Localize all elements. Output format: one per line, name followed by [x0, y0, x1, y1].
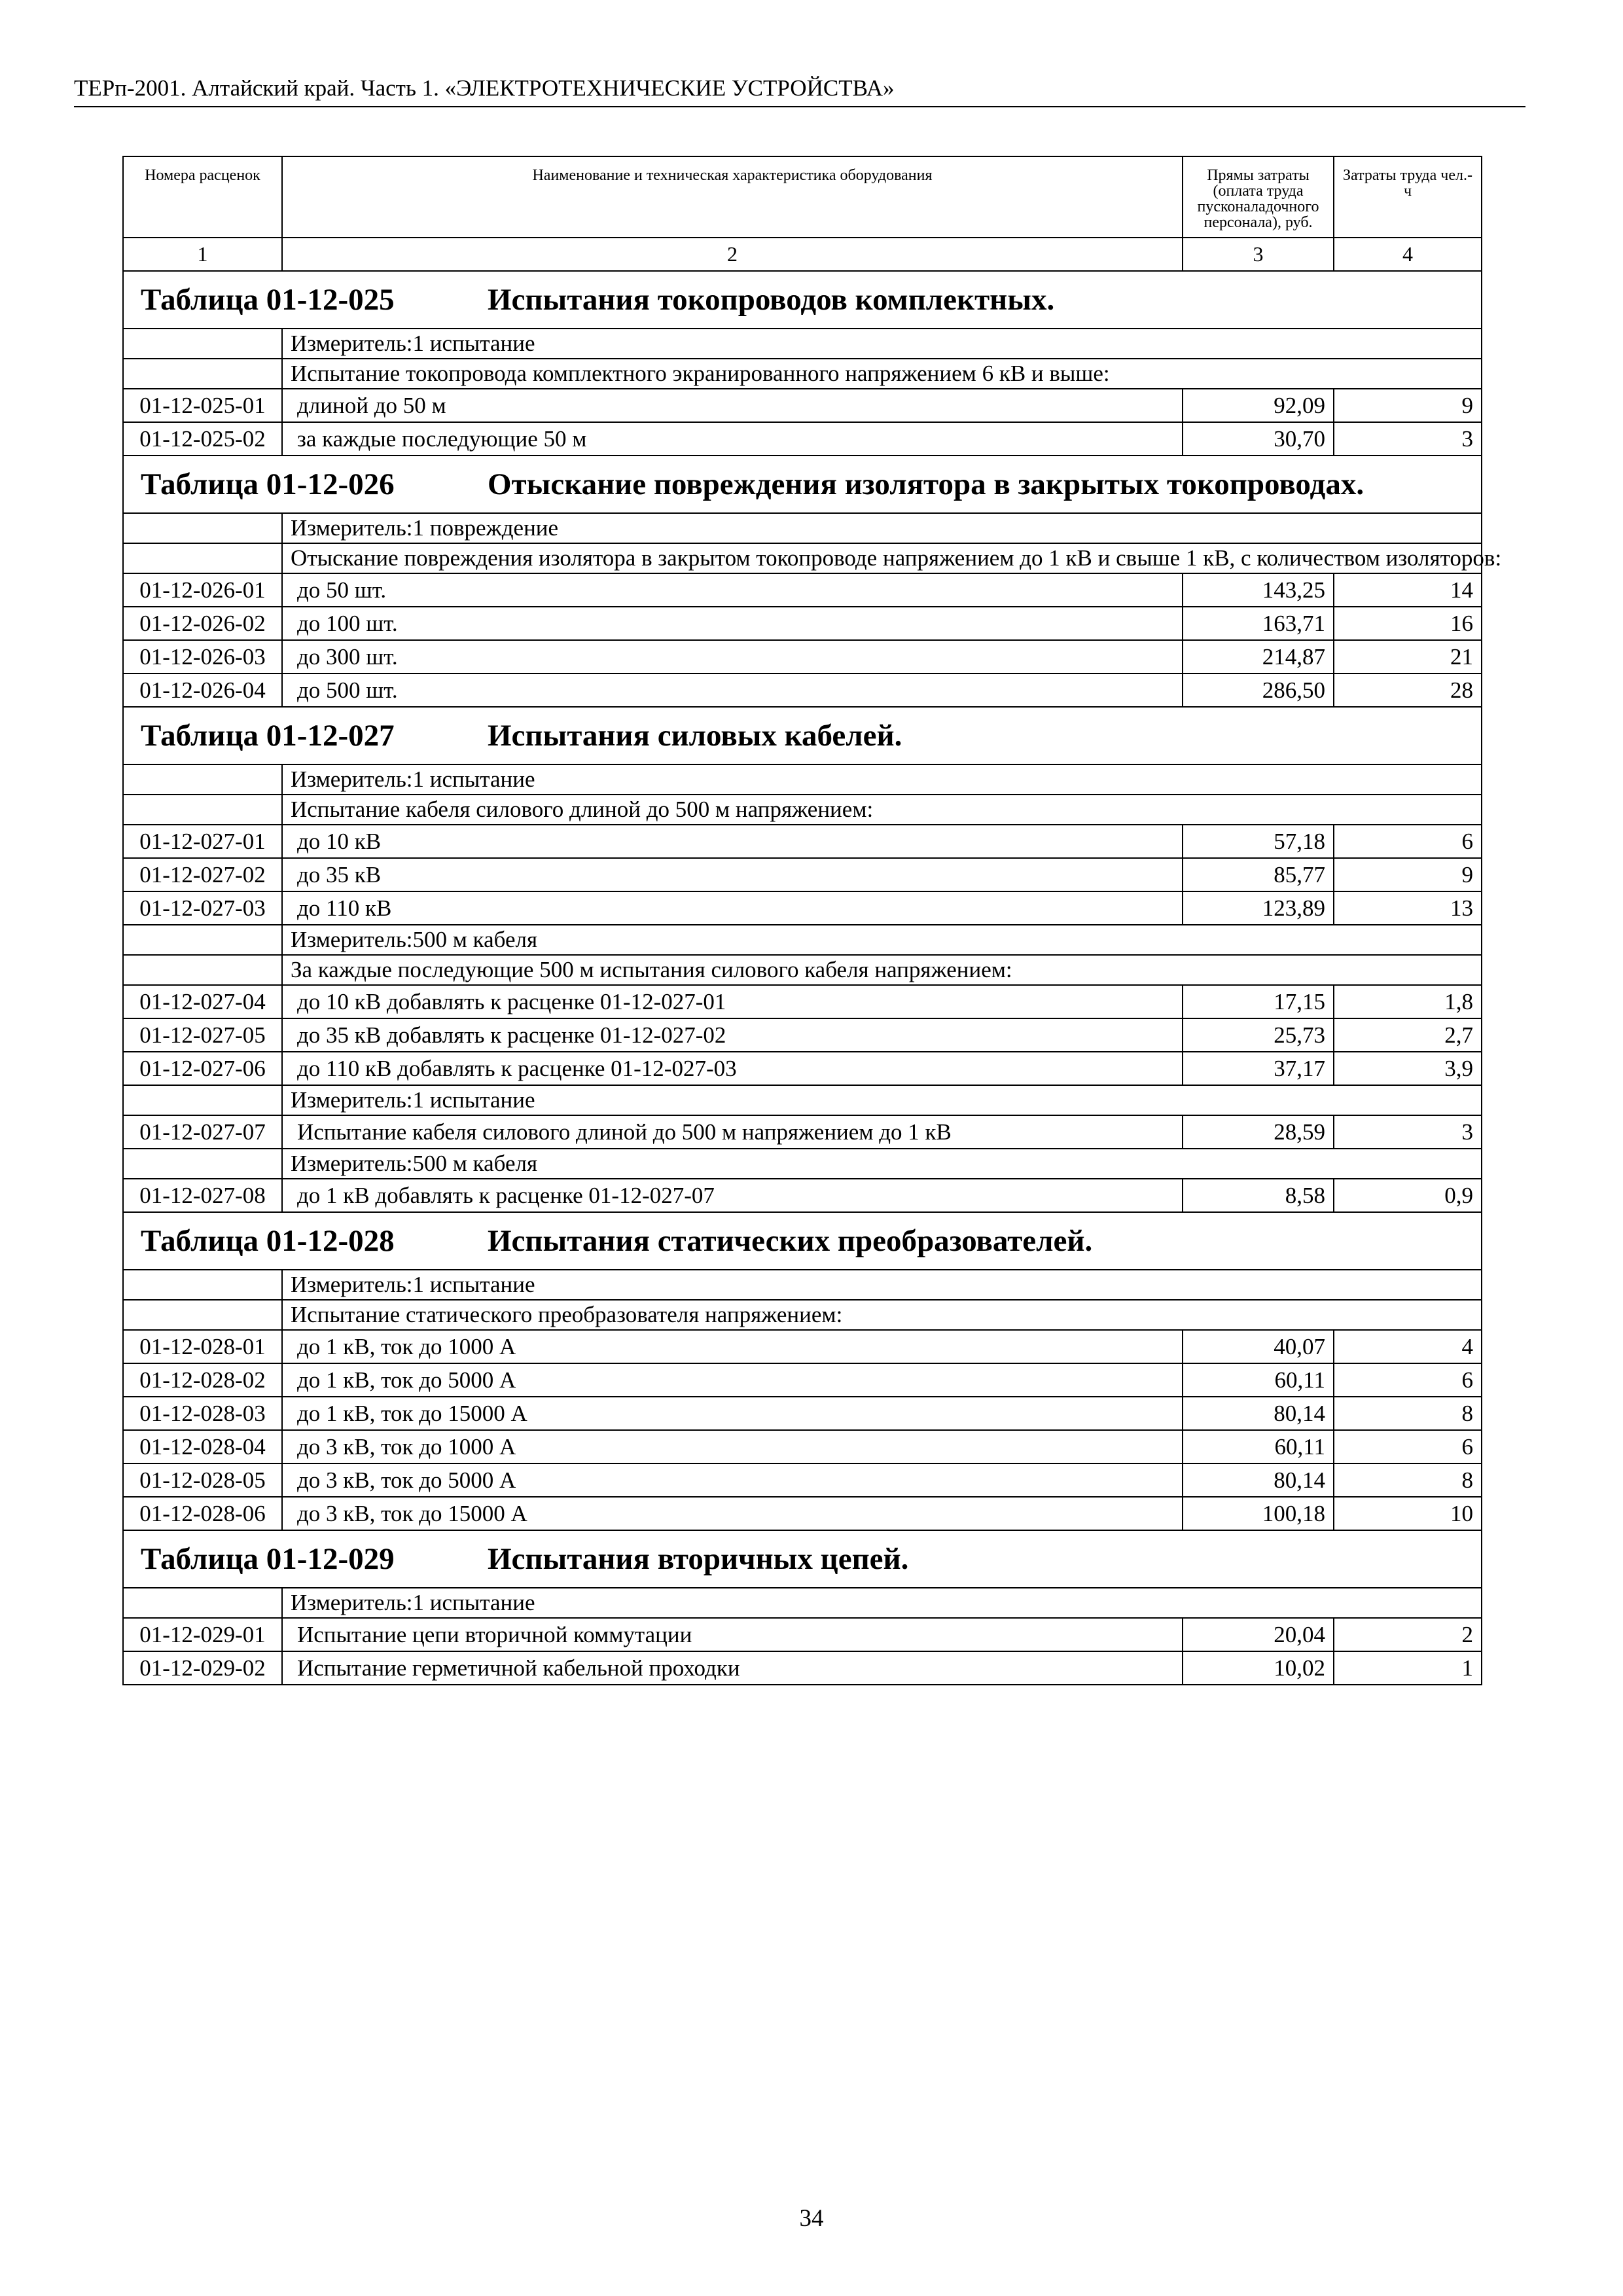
rate-code: 01-12-026-03 [123, 640, 282, 673]
measure-unit-row [123, 513, 1482, 543]
direct-cost: 92,09 [1183, 389, 1334, 422]
header-rule [74, 106, 1525, 107]
table-name: Испытания силовых кабелей. [488, 719, 902, 753]
direct-cost: 214,87 [1183, 640, 1334, 673]
blank-code-cell [123, 1085, 282, 1115]
table-row [123, 858, 1482, 891]
item-name: Испытание кабеля силового длиной до 500 м напряжением до 1 кВ [282, 1115, 1183, 1149]
subheading-row [123, 955, 1482, 985]
measure-unit-row [123, 764, 1482, 795]
item-name: до 3 кВ, ток до 1000 А [282, 1430, 1183, 1463]
rate-code: 01-12-028-01 [123, 1330, 282, 1363]
labor-cost: 1,8 [1334, 985, 1482, 1018]
item-name: до 50 шт. [282, 573, 1183, 607]
col-number-3: 3 [1183, 238, 1334, 271]
item-name: до 10 кВ добавлять к расценке 01-12-027-01 [282, 985, 1183, 1018]
rate-code: 01-12-028-04 [123, 1430, 282, 1463]
table-title-row [123, 271, 1482, 329]
table-title [123, 707, 1482, 764]
labor-cost: 8 [1334, 1463, 1482, 1497]
subheading-row [123, 795, 1482, 825]
blank-code-cell [123, 925, 282, 955]
item-name: до 1 кВ, ток до 5000 А [282, 1363, 1183, 1397]
table-title [123, 456, 1482, 513]
labor-cost: 9 [1334, 389, 1482, 422]
rate-code: 01-12-029-02 [123, 1651, 282, 1685]
table-number: Таблица 01-12-027 [141, 719, 395, 753]
measure-unit-row [123, 925, 1482, 955]
blank-code-cell [123, 1149, 282, 1179]
col-number-2: 2 [282, 238, 1183, 271]
table-row [123, 573, 1482, 607]
subheading: Испытание токопровода комплектного экранированного напряжением 6 кВ и выше: [282, 359, 1482, 389]
labor-cost: 3 [1334, 1115, 1482, 1149]
table-row [123, 1052, 1482, 1085]
table-title-row [123, 1212, 1482, 1270]
labor-cost: 10 [1334, 1497, 1482, 1530]
rate-code: 01-12-026-01 [123, 573, 282, 607]
table-name: Отыскание повреждения изолятора в закрытых токопроводах. [488, 467, 1364, 501]
measure-unit: Измеритель:1 испытание [282, 764, 1482, 795]
direct-cost: 143,25 [1183, 573, 1334, 607]
direct-cost: 40,07 [1183, 1330, 1334, 1363]
direct-cost: 286,50 [1183, 673, 1334, 707]
price-table [122, 156, 1502, 1685]
labor-cost: 14 [1334, 573, 1482, 607]
col-header-codes: Номера расценок [123, 156, 282, 238]
item-name: до 500 шт. [282, 673, 1183, 707]
direct-cost: 28,59 [1183, 1115, 1334, 1149]
table-row [123, 1330, 1482, 1363]
item-name: Испытание герметичной кабельной проходки [282, 1651, 1183, 1685]
blank-code-cell [123, 795, 282, 825]
blank-code-cell [123, 543, 282, 573]
col-header-name: Наименование и техническая характеристика оборудования [282, 156, 1183, 238]
table-row [123, 673, 1482, 707]
measure-unit: Измеритель:1 испытание [282, 1270, 1482, 1300]
item-name: до 35 кВ [282, 858, 1183, 891]
table-number: Таблица 01-12-028 [141, 1224, 395, 1258]
table-row [123, 891, 1482, 925]
labor-cost: 6 [1334, 1430, 1482, 1463]
table-number: Таблица 01-12-025 [141, 283, 395, 317]
item-name: Испытание цепи вторичной коммутации [282, 1618, 1183, 1651]
rate-code: 01-12-027-08 [123, 1179, 282, 1212]
item-name: до 300 шт. [282, 640, 1183, 673]
item-name: до 1 кВ добавлять к расценке 01-12-027-07 [282, 1179, 1183, 1212]
col-number-1: 1 [123, 238, 282, 271]
subheading: Испытание кабеля силового длиной до 500 м напряжением: [282, 795, 1482, 825]
table-name: Испытания статических преобразователей. [488, 1224, 1093, 1258]
labor-cost: 6 [1334, 825, 1482, 858]
direct-cost: 85,77 [1183, 858, 1334, 891]
subheading: Отыскание повреждения изолятора в закрытом токопроводе напряжением до 1 кВ и свыше 1 кВ, с количеством изоляторов: [282, 543, 1482, 573]
item-name: до 3 кВ, ток до 15000 А [282, 1497, 1183, 1530]
col-header-direct-costs: Прямы затраты (оплата труда пусконаладочного персонала), руб. [1183, 156, 1334, 238]
direct-cost: 80,14 [1183, 1397, 1334, 1430]
blank-code-cell [123, 1300, 282, 1330]
page-number: 34 [799, 2205, 824, 2232]
direct-cost: 30,70 [1183, 422, 1334, 456]
table-row [123, 422, 1482, 456]
table-number: Таблица 01-12-029 [141, 1542, 395, 1576]
subheading-row [123, 1300, 1482, 1330]
blank-code-cell [123, 1588, 282, 1618]
labor-cost: 2 [1334, 1618, 1482, 1651]
labor-cost: 16 [1334, 607, 1482, 640]
rate-code: 01-12-028-02 [123, 1363, 282, 1397]
table-row [123, 1651, 1482, 1685]
rate-code: 01-12-027-03 [123, 891, 282, 925]
labor-cost: 21 [1334, 640, 1482, 673]
measure-unit-row [123, 1149, 1482, 1179]
measure-unit-row [123, 1588, 1482, 1618]
item-name: до 1 кВ, ток до 15000 А [282, 1397, 1183, 1430]
rate-code: 01-12-027-05 [123, 1018, 282, 1052]
subheading-row [123, 359, 1482, 389]
table-title-row [123, 456, 1482, 513]
table-row [123, 985, 1482, 1018]
table-title-row [123, 707, 1482, 764]
table-row [123, 1497, 1482, 1530]
table-row [123, 1115, 1482, 1149]
measure-unit-row [123, 1270, 1482, 1300]
item-name: до 10 кВ [282, 825, 1183, 858]
direct-cost: 57,18 [1183, 825, 1334, 858]
direct-cost: 80,14 [1183, 1463, 1334, 1497]
table-title-row [123, 1530, 1482, 1588]
table-name: Испытания токопроводов комплектных. [488, 283, 1055, 317]
blank-code-cell [123, 329, 282, 359]
rate-code: 01-12-026-02 [123, 607, 282, 640]
labor-cost: 1 [1334, 1651, 1482, 1685]
labor-cost: 6 [1334, 1363, 1482, 1397]
direct-cost: 10,02 [1183, 1651, 1334, 1685]
direct-cost: 60,11 [1183, 1363, 1334, 1397]
table-row [123, 1618, 1482, 1651]
rate-code: 01-12-027-01 [123, 825, 282, 858]
table-name: Испытания вторичных цепей. [488, 1542, 909, 1576]
direct-cost: 25,73 [1183, 1018, 1334, 1052]
blank-code-cell [123, 513, 282, 543]
table-row [123, 1179, 1482, 1212]
direct-cost: 163,71 [1183, 607, 1334, 640]
direct-cost: 17,15 [1183, 985, 1334, 1018]
rate-code: 01-12-029-01 [123, 1618, 282, 1651]
item-name: до 110 кВ [282, 891, 1183, 925]
measure-unit: Измеритель:500 м кабеля [282, 925, 1482, 955]
table-row [123, 1430, 1482, 1463]
rate-code: 01-12-028-05 [123, 1463, 282, 1497]
direct-cost: 100,18 [1183, 1497, 1334, 1530]
column-number-row [123, 238, 1482, 271]
rate-code: 01-12-027-07 [123, 1115, 282, 1149]
item-name: до 100 шт. [282, 607, 1183, 640]
labor-cost: 28 [1334, 673, 1482, 707]
measure-unit: Измеритель:1 повреждение [282, 513, 1482, 543]
measure-unit: Измеритель:1 испытание [282, 329, 1482, 359]
table-row [123, 1397, 1482, 1430]
labor-cost: 2,7 [1334, 1018, 1482, 1052]
item-name: до 1 кВ, ток до 1000 А [282, 1330, 1183, 1363]
table-row [123, 1463, 1482, 1497]
rate-code: 01-12-028-06 [123, 1497, 282, 1530]
rate-code: 01-12-025-01 [123, 389, 282, 422]
subheading: За каждые последующие 500 м испытания силового кабеля напряжением: [282, 955, 1482, 985]
subheading-row [123, 543, 1482, 573]
measure-unit-row [123, 329, 1482, 359]
item-name: до 3 кВ, ток до 5000 А [282, 1463, 1183, 1497]
running-header: ТЕРп-2001. Алтайский край. Часть 1. «ЭЛЕКТРОТЕХНИЧЕСКИЕ УСТРОЙСТВА» [74, 75, 895, 101]
item-name: длиной до 50 м [282, 389, 1183, 422]
table-row [123, 607, 1482, 640]
blank-code-cell [123, 1270, 282, 1300]
direct-cost: 60,11 [1183, 1430, 1334, 1463]
table-row [123, 1018, 1482, 1052]
blank-code-cell [123, 764, 282, 795]
labor-cost: 3,9 [1334, 1052, 1482, 1085]
rate-code: 01-12-027-04 [123, 985, 282, 1018]
direct-cost: 20,04 [1183, 1618, 1334, 1651]
measure-unit: Измеритель:500 м кабеля [282, 1149, 1482, 1179]
blank-code-cell [123, 359, 282, 389]
rate-code: 01-12-025-02 [123, 422, 282, 456]
rate-code: 01-12-027-06 [123, 1052, 282, 1085]
table-title [123, 1212, 1482, 1270]
table-title [123, 1530, 1482, 1588]
direct-cost: 123,89 [1183, 891, 1334, 925]
labor-cost: 0,9 [1334, 1179, 1482, 1212]
labor-cost: 9 [1334, 858, 1482, 891]
table-row [123, 389, 1482, 422]
measure-unit: Измеритель:1 испытание [282, 1588, 1482, 1618]
direct-cost: 37,17 [1183, 1052, 1334, 1085]
table-row [123, 640, 1482, 673]
subheading: Испытание статического преобразователя напряжением: [282, 1300, 1482, 1330]
table-title [123, 271, 1482, 329]
table-row [123, 825, 1482, 858]
rate-code: 01-12-028-03 [123, 1397, 282, 1430]
col-header-labor: Затраты труда чел.-ч [1334, 156, 1482, 238]
labor-cost: 8 [1334, 1397, 1482, 1430]
rate-code: 01-12-026-04 [123, 673, 282, 707]
rate-code: 01-12-027-02 [123, 858, 282, 891]
table-number: Таблица 01-12-026 [141, 467, 395, 501]
labor-cost: 4 [1334, 1330, 1482, 1363]
labor-cost: 3 [1334, 422, 1482, 456]
direct-cost: 8,58 [1183, 1179, 1334, 1212]
table-row [123, 1363, 1482, 1397]
measure-unit: Измеритель:1 испытание [282, 1085, 1482, 1115]
measure-unit-row [123, 1085, 1482, 1115]
column-header-row [123, 156, 1482, 238]
item-name: за каждые последующие 50 м [282, 422, 1183, 456]
labor-cost: 13 [1334, 891, 1482, 925]
col-number-4: 4 [1334, 238, 1482, 271]
table-body [123, 271, 1502, 1685]
blank-code-cell [123, 955, 282, 985]
item-name: до 110 кВ добавлять к расценке 01-12-027-03 [282, 1052, 1183, 1085]
item-name: до 35 кВ добавлять к расценке 01-12-027-02 [282, 1018, 1183, 1052]
